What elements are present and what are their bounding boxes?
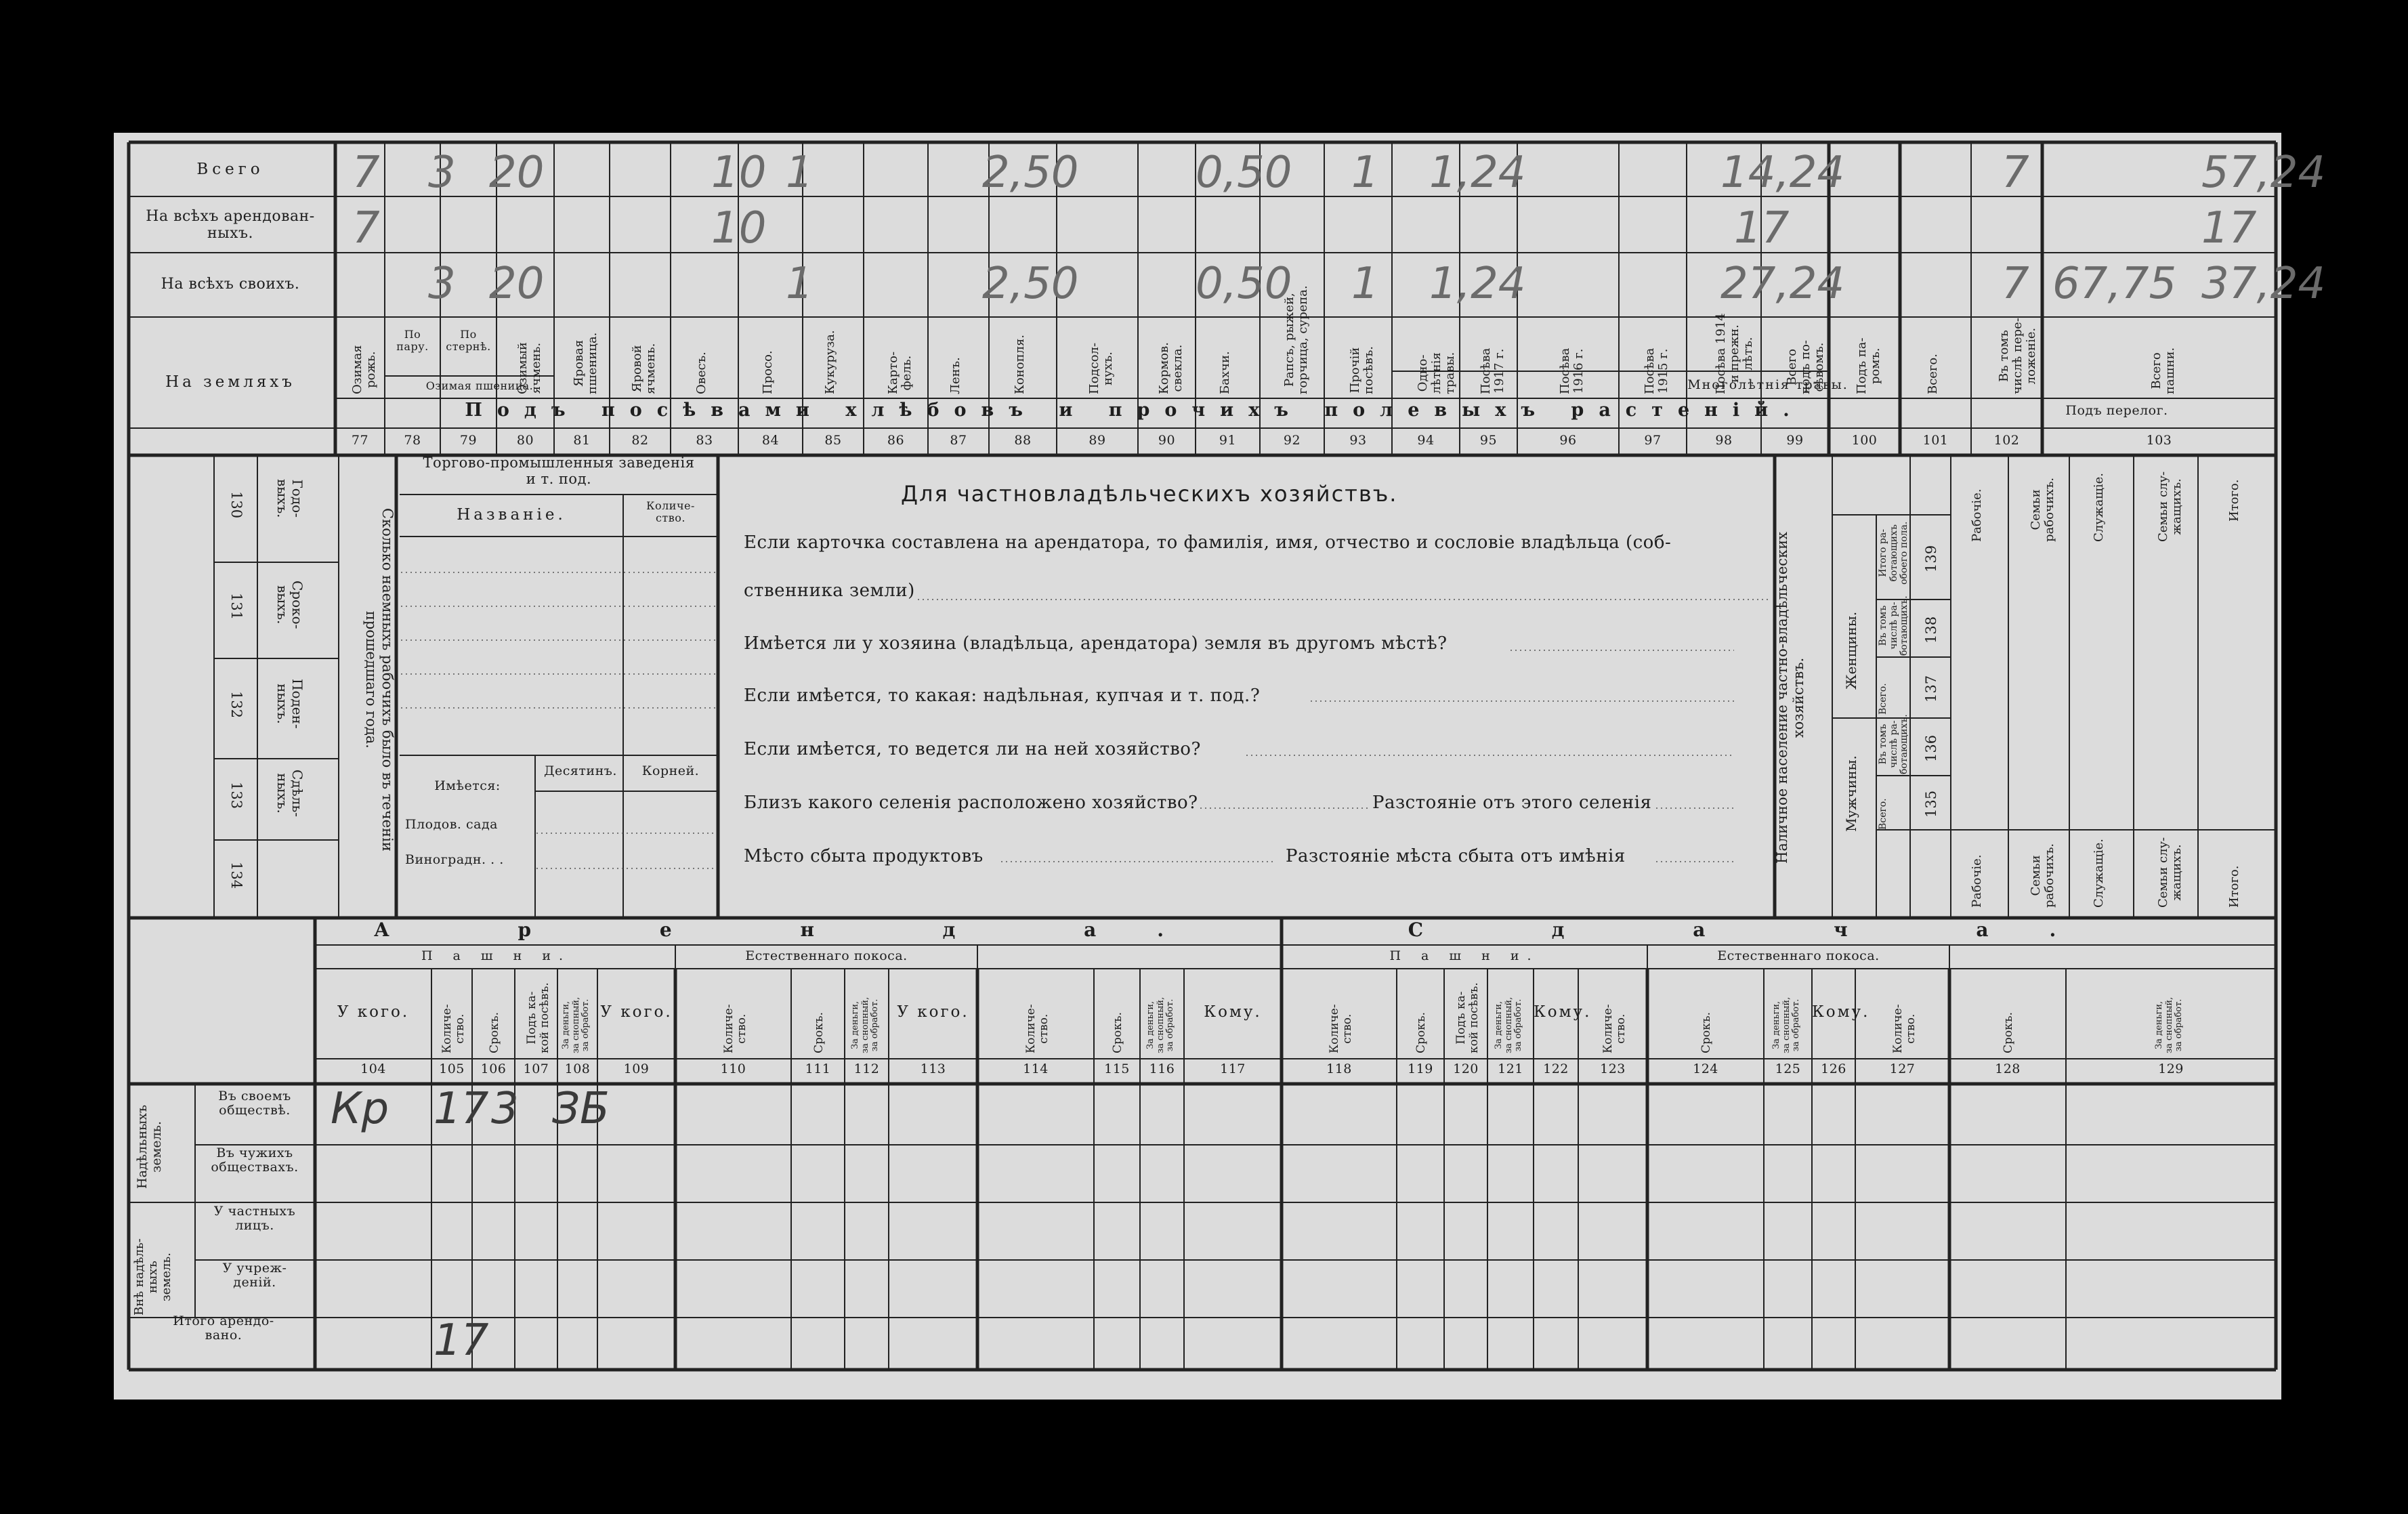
crop-header-93: Прочiй посѣвъ. [1348,345,1376,394]
crop-header-100: Подъ па- ромъ. [1854,337,1882,394]
pop-right-top-4: Итого. [2226,479,2241,522]
lease-header-119: Срокъ. [1414,1012,1428,1053]
lease-header-116: За деньги, за снопный, за обработ. [1145,996,1175,1053]
hw-arend-1: 10 [711,203,767,253]
crop-header-96: Посѣва 1916 г. [1558,348,1586,394]
crop-number-82: 82 [631,433,649,448]
crop-number-84: 84 [761,433,780,448]
worker-col-number-133: 133 [228,782,245,809]
nadelnyh-label: Надѣльныхъ земель. [135,1104,165,1189]
row-label-na-zemlyah: На земляхъ [165,373,295,391]
crop-number-100: 100 [1851,433,1878,448]
sdacha-pashni: П а ш н и. [1389,948,1540,963]
trade-qty-header: Количе- ство. [646,499,695,524]
desyatin-label: Десятинъ. [544,763,617,778]
worker-col-header-132: Поден- ныхъ. [274,679,305,729]
arenda-pashni: П а ш н и. [421,948,572,963]
crop-header-103: Всего пашни. [2149,347,2177,394]
lease-number-122: 122 [1543,1061,1569,1076]
hw-vsego-11: 57,24 [2201,148,2326,198]
crop-number-90: 90 [1158,433,1176,448]
plodov-sada-label: Плодов. сада [405,817,498,832]
lease-header-106: Срокъ. [487,1012,501,1053]
lease-number-111: 111 [805,1061,831,1076]
crop-header-95: Посѣва 1917 г. [1478,348,1506,394]
lease-number-115: 115 [1104,1061,1130,1076]
hw-arend-3: 17 [2201,203,2257,253]
private-q4: Если имѣется, то ведется ли на ней хозяйство? [744,739,1201,759]
hw-vsego-3: 10 [711,148,767,198]
lease-number-126: 126 [1821,1061,1846,1076]
private-title: Для частновладѣльческихъ хозяйствъ. [901,481,1398,507]
lease-header-117: Кому. [1204,1003,1262,1021]
pop-col-number-139: 139 [1923,545,1939,572]
private-q6b: Разстоянiе мѣста сбыта отъ имѣнiя [1286,846,1626,866]
korney-label: Корней. [641,763,700,778]
lease-header-128: Срокъ. [2002,1012,2015,1053]
crop-header-81: Яровая пшеница. [572,332,600,394]
lease-number-114: 114 [1023,1061,1049,1076]
hw-svoih-7: 27,24 [1720,259,1845,309]
lease-number-108: 108 [564,1061,591,1076]
vne-nadelnyh-label: Внѣ надѣль- ныхъ земель. [132,1238,174,1316]
hw-svoih-9: 67,75 [2052,259,2177,309]
hw-svoih-6: 1,24 [1429,259,1526,309]
hw-lease-row1-0: Кр [331,1084,389,1134]
lease-header-109: У кого. [600,1003,673,1021]
lease-number-113: 113 [920,1061,946,1076]
crop-number-80: 80 [516,433,534,448]
crop-header-90: Кормов. свекла. [1156,342,1185,394]
crop-header-94: Одно- лѣтнiя травы. [1416,352,1458,394]
crop-header-82: Яровой ячмень. [630,343,658,394]
row-label-arendovannyh: На всѣхъ арендован- ныхъ. [146,208,315,242]
ozimaya-pshenitsa-label: Озимая пшеница. [425,379,534,392]
private-q5: Близъ какого селенiя расположено хозяйство? [744,793,1198,813]
lease-header-129: За деньги, за снопный, за обработ. [2154,996,2184,1053]
lease-number-121: 121 [1498,1061,1523,1076]
population-title: Наличное население частно-владѣльческих хозяйствъ. [1774,532,1807,864]
hw-vsego-0: 7 [352,148,380,198]
pop-col-header-136: Въ томъ числѣ ра- ботающихъ. [1878,713,1910,774]
pop-right-bottom-4: Итого. [2226,865,2241,908]
crop-header-88: Конопля. [1013,334,1027,394]
lease-header-107: Подъ ка- кой посѣвъ. [524,982,551,1053]
row-label-svoih: На всѣхъ своихъ. [161,276,300,293]
arenda-pokos: Естественнаго покоса. [745,948,908,963]
pop-col-header-138: Въ томъ числѣ ра- ботающихъ. [1878,595,1910,656]
workers-title: Сколько наемныхъ рабочихъ было въ теченiи прошедшаго года. [363,508,396,851]
crop-number-97: 97 [1644,433,1662,448]
lease-header-120: Подъ ка- кой посѣвъ. [1454,982,1481,1053]
lease-number-128: 128 [1995,1061,2021,1076]
hw-arend-0: 7 [352,203,380,253]
women-label: Женщины. [1843,611,1859,690]
private-q6: Мѣсто сбыта продуктовъ [744,846,984,866]
crop-header-89: Подсол- нухъ. [1087,342,1116,394]
hw-vsego-1: 3 [428,148,456,198]
crop-header-92: Рапсъ, рыжей, горчица, сурепа. [1282,285,1310,394]
pod-perelog-label: Подъ перелог. [2065,403,2168,418]
lease-header-121: За деньги, за снопный, за обработ. [1494,996,1524,1053]
pop-col-header-135: Всего. [1878,798,1888,830]
crop-header-77: Озимая рожь. [350,345,378,394]
hw-arend-2: 17 [1734,203,1790,253]
hw-vsego-2: 20 [489,148,545,198]
crop-header-78: По пару. [396,328,429,353]
hw-lease-row1-2: 3 [491,1084,519,1134]
pop-right-top-2: Служащiе. [2091,473,2106,542]
row-v-chuzhih: Въ чужихъ обществахъ. [211,1145,299,1175]
worker-col-header-130: Годо- выхъ. [274,479,305,518]
lease-header-105: Количе- ство. [440,1004,467,1053]
worker-col-number-131: 131 [228,593,245,621]
pop-col-header-139: Итого ра- ботающихъ обоего пола. [1878,521,1910,585]
hw-svoih-5: 1 [1351,259,1379,309]
hw-vsego-7: 1 [1351,148,1379,198]
hw-svoih-0: 3 [428,259,456,309]
lease-header-111: Срокъ. [811,1012,826,1053]
private-q3: Если имѣется, то какая: надѣльная, купчая и т. под.? [744,686,1261,706]
mnogoletnie-label: Многолѣтнiя травы. [1687,377,1849,392]
crop-number-78: 78 [404,433,421,448]
lease-header-126: Кому. [1812,1003,1870,1021]
hw-vsego-5: 2,50 [982,148,1079,198]
lease-number-116: 116 [1149,1061,1175,1076]
crop-number-99: 99 [1786,433,1804,448]
crop-header-86: Карто- фель. [885,351,914,394]
trade-header: Торгово-промышленныя заведенiя и т. под. [423,455,695,487]
lease-header-122: Кому. [1534,1003,1592,1021]
hw-svoih-1: 20 [489,259,545,309]
worker-col-number-134: 134 [228,861,245,889]
sdacha-title: С д а ч а. [1408,919,2117,941]
crop-header-83: Овесъ. [694,352,709,394]
lease-number-127: 127 [1889,1061,1916,1076]
hw-lease-itogo: 17 [434,1316,489,1366]
private-q5b: Разстоянiе отъ этого селенiя [1372,793,1652,813]
lease-header-113: У кого. [897,1003,969,1021]
crop-number-102: 102 [1993,433,2020,448]
lease-number-120: 120 [1453,1061,1479,1076]
lease-header-108: За деньги, за снопный, за обработ. [560,996,591,1053]
lease-number-119: 119 [1408,1061,1433,1076]
worker-col-header-133: Сдѣль- ныхъ. [274,770,305,818]
lease-header-123: Количе- ство. [1601,1004,1628,1053]
pop-col-header-137: Всего. [1878,683,1888,715]
lease-number-117: 117 [1220,1061,1246,1076]
crop-number-93: 93 [1349,433,1367,448]
crop-number-103: 103 [2146,433,2172,448]
hw-vsego-8: 1,24 [1429,148,1526,198]
worker-col-number-132: 132 [228,691,245,719]
worker-col-header-131: Сроко- выхъ. [274,581,305,629]
crop-number-77: 77 [351,433,369,448]
row-u-chastnyh: У частныхъ лицъ. [213,1204,296,1234]
hw-vsego-4: 1 [786,148,814,198]
lease-number-109: 109 [623,1061,650,1076]
lease-number-123: 123 [1600,1061,1626,1076]
row-v-svoem: Въ своемъ обществѣ. [218,1089,291,1118]
crop-header-98: Посѣва 1914 и прежн. лѣтъ. [1714,313,1756,394]
crop-number-86: 86 [887,433,905,448]
lease-number-110: 110 [720,1061,746,1076]
hw-svoih-8: 7 [2002,259,2029,309]
crop-header-84: Просо. [760,350,775,394]
crop-header-79: По стернѣ. [446,328,491,353]
pop-right-bottom-1: Семьи рабочихъ. [2029,843,2057,908]
trade-name-header: Названiе. [457,506,566,524]
men-label: Мужчины. [1843,755,1859,832]
lease-header-110: Количе- ство. [721,1004,748,1053]
lease-header-112: За деньги, за снопный, за обработ. [849,996,880,1053]
crop-number-83: 83 [696,433,713,448]
crop-number-88: 88 [1014,433,1032,448]
pop-col-number-137: 137 [1923,675,1939,702]
arenda-title: А р е н д а. [374,919,1225,941]
crop-number-81: 81 [573,433,591,448]
lease-number-129: 129 [2158,1061,2184,1076]
lease-header-114: Количе- ство. [1024,1004,1051,1053]
crop-number-85: 85 [824,433,842,448]
lease-number-104: 104 [360,1061,386,1076]
hw-svoih-3: 2,50 [982,259,1079,309]
crop-header-91: Бахчи. [1217,351,1232,394]
pop-right-bottom-2: Служащiе. [2091,839,2106,908]
hw-lease-row1-3: ЗБ [552,1084,610,1134]
pop-right-top-1: Семьи рабочихъ. [2029,477,2057,542]
row-label-vsego: Всего [196,161,264,178]
crop-number-79: 79 [459,433,478,448]
row-itogo: Итого арендо- вано. [173,1313,274,1343]
crop-header-101: Всего. [1925,354,1940,394]
row-u-uchrezh: У учреж- денiй. [222,1261,287,1290]
crop-header-85: Кукуруза. [823,330,837,394]
crop-number-91: 91 [1219,433,1237,448]
crop-header-99: Всего подъ по- сѣвомъ. [1785,339,1827,394]
pop-right-top-0: Рабочiе. [1969,488,1984,542]
crop-number-87: 87 [950,433,967,448]
lease-number-112: 112 [853,1061,880,1076]
hw-svoih-10: 37,24 [2201,259,2326,309]
lease-number-124: 124 [1693,1061,1718,1076]
pop-col-number-136: 136 [1923,734,1939,762]
lease-header-118: Количе- ство. [1328,1004,1355,1053]
crop-number-92: 92 [1283,433,1301,448]
crop-number-96: 96 [1559,433,1577,448]
sown-banner: Подъ посѣвами хлѣбовъ и прочихъ полевыхъ растенiй. [465,400,1804,421]
pop-right-bottom-0: Рабочiе. [1969,854,1984,908]
hw-svoih-2: 1 [786,259,814,309]
hw-lease-row1-1: 17 [434,1084,489,1134]
crop-number-101: 101 [1922,433,1949,448]
imeetsya-label: Имѣется: [434,778,501,793]
crop-number-89: 89 [1089,433,1106,448]
hw-vsego-9: 14,24 [1720,148,1845,198]
lease-header-115: Срокъ. [1111,1012,1124,1053]
pop-col-number-135: 135 [1923,790,1939,818]
lease-number-107: 107 [523,1061,549,1076]
vinograd-label: Виноградн. . . [405,852,504,867]
hw-vsego-10: 7 [2002,148,2029,198]
hw-svoih-4: 0,50 [1196,259,1292,309]
crop-number-94: 94 [1417,433,1435,448]
lease-number-125: 125 [1775,1061,1801,1076]
private-q2: Имѣется ли у хозяина (владѣльца, арендатора) земля въ другомъ мѣстѣ? [744,633,1448,654]
pop-right-bottom-3: Семьи слу- жащихъ. [2155,837,2184,908]
crop-header-80: Озимый ячмень. [515,342,543,394]
crop-header-97: Посѣва 1915 г. [1643,348,1671,394]
lease-header-104: У кого. [337,1003,410,1021]
worker-col-number-130: 130 [228,491,245,519]
private-q1a: Если карточка составлена на арендатора, то фамилiя, имя, отчество и сословiе владѣльца (соб- [744,532,1672,553]
pop-col-number-138: 138 [1923,616,1939,644]
crop-header-87: Ленъ. [948,357,963,394]
lease-number-118: 118 [1326,1061,1352,1076]
crop-number-95: 95 [1479,433,1498,448]
crop-number-98: 98 [1715,433,1733,448]
lease-number-106: 106 [480,1061,507,1076]
pop-right-top-3: Семьи слу- жащихъ. [2155,471,2184,542]
hw-vsego-6: 0,50 [1196,148,1292,198]
crop-header-102: Въ томъ числѣ пере- ложенiе. [1996,318,2038,394]
lease-header-125: За деньги, за снопный, за обработ. [1771,996,1801,1053]
lease-header-127: Количе- ство. [1891,1004,1918,1053]
lease-header-124: Срокъ. [1699,1012,1713,1053]
private-q1b: ственника земли) [744,581,915,601]
sdacha-pokos: Естественнаго покоса. [1717,948,1880,963]
lease-number-105: 105 [439,1061,465,1076]
